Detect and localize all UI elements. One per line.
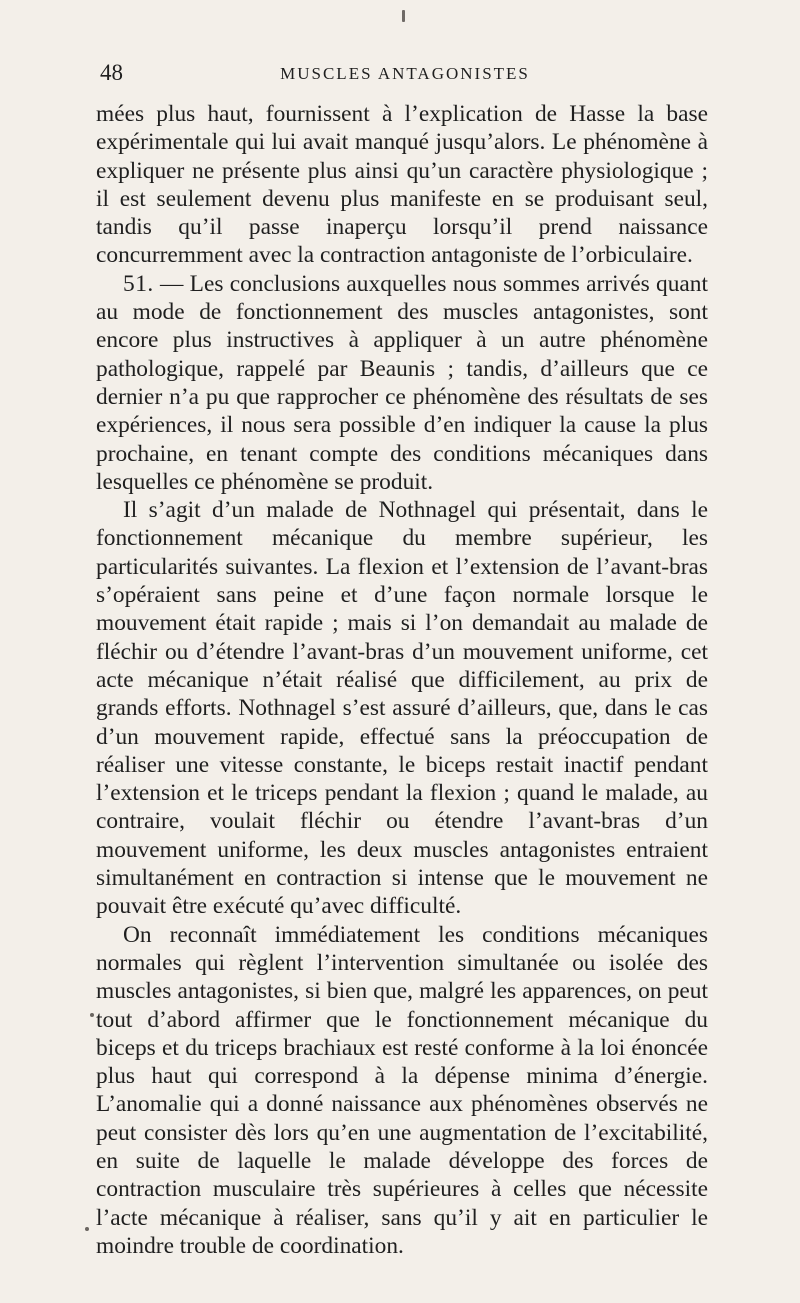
page-header xyxy=(100,60,710,90)
page-number: 48 xyxy=(100,60,123,85)
paragraph-text: mées plus haut, fournissent à l’explication de Hasse la base expérimentale qui lui avait manqué jusqu’alors. Le phénomène à expliquer ne présente plus ainsi qu’un caractère physiologique ; il est seulement devenu plus manifeste en se produisant seul, tandis qu’il passe inaperçu lorsqu’il prend naissance concurremment avec la contraction antagoniste de l’orbiculaire. xyxy=(96,101,708,269)
margin-speck xyxy=(85,1227,89,1231)
paragraph-conclusion xyxy=(96,921,708,1261)
paragraph-text: Il s’agit d’un malade de Nothnagel qui présentait, dans le fonctionnement mécanique du membre supérieur, les particularités suivantes. La flexion et l’extension de l’avant-bras s’opéraient sans peine et d’une façon normale lorsque le mouvement était rapide ; mais si l’on demandait au malade de fléchir ou d’étendre l’avant-bras d’un mouvement uniforme, cet acte mécanique n’était réalisé que difficilement, au prix de grands efforts. Nothnagel s’est assuré d’ailleurs, que, dans le cas d’un mouvement rapide, effectué sans la préoccupation de réaliser une vitesse constante, le biceps restait inactif pendant l’extension et le triceps pendant la flexion ; quand le malade, au contraire, voulait fléchir ou étendre l’avant-bras d’un mouvement uniforme, les deux muscles antagonistes entraient simultanément en contraction si intense que le mouvement ne pouvait être exécuté qu’avec difficulté. xyxy=(96,497,708,920)
margin-speck xyxy=(90,1013,94,1017)
paragraph-continuation xyxy=(96,100,708,270)
body-text xyxy=(96,100,708,1260)
printing-mark xyxy=(402,10,405,22)
paragraph-text: On reconnaît immédiatement les conditions mécaniques normales qui règlent l’intervention simultanée ou isolée des muscles antagonistes, si bien que, malgré les apparences, on peut tout d’abord affirmer que le fonctionnement mécanique du biceps et du triceps brachiaux est resté conforme à la loi énoncée plus haut qui correspond à la dépense minima d’énergie. L’anomalie qui a donné naissance aux phénomènes observés ne peut consister dès lors qu’en une augmentation de l’excitabilité, en suite de laquelle le malade développe des forces de contraction musculaire très supérieures à celles que nécessite l’acte mécanique à réaliser, sans qu’il y ait en particulier le moindre trouble de coordination. xyxy=(96,921,708,1259)
running-title: MUSCLES ANTAGONISTES xyxy=(280,64,530,83)
paragraph-text: — Les conclusions auxquelles nous sommes arrivés quant au mode de fonctionnement des muscles antagonistes, sont encore plus instructives à appliquer à un autre phénomène pathologique, rappelé par Beaunis ; tandis, d’ailleurs que ce dernier n’a pu que rapprocher ce phénomène des résultats de ses expériences, il nous sera possible d’en indiquer la cause la plus prochaine, en tenant compte des conditions mécaniques dans lesquelles ce phénomène se produit. xyxy=(96,270,708,495)
paragraph-nothnagel xyxy=(96,496,708,920)
paragraph-51 xyxy=(96,270,708,496)
paragraph-number: 51. xyxy=(123,270,154,297)
